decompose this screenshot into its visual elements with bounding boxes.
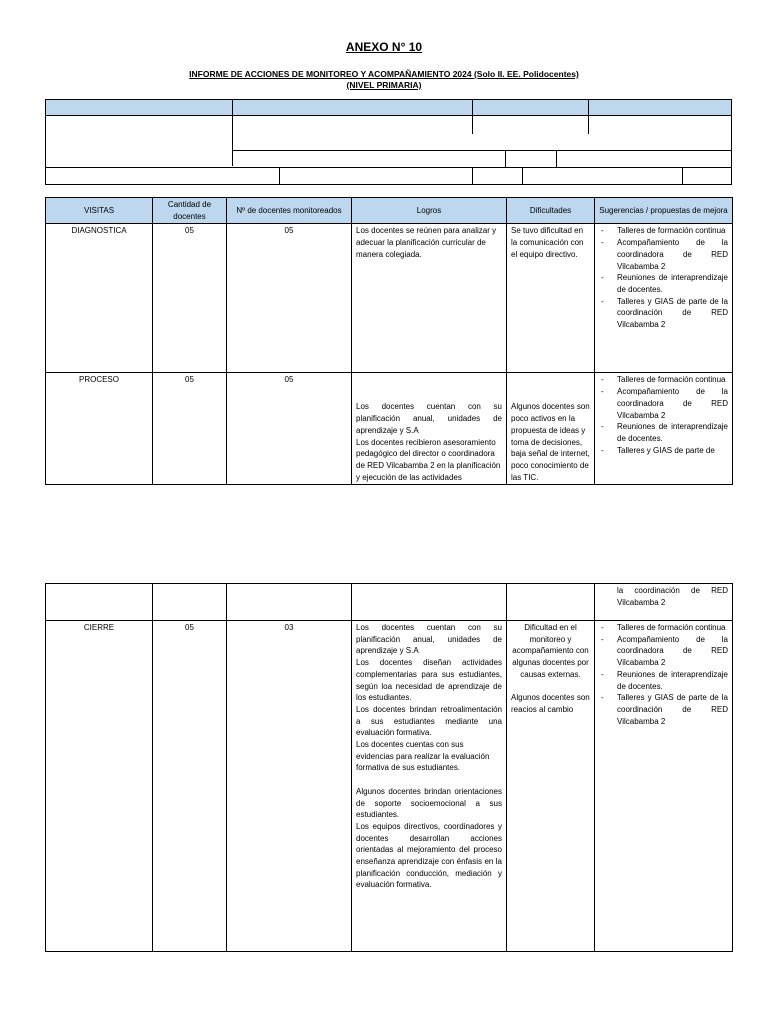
visita-cell: CIERRE bbox=[46, 621, 153, 952]
dificultades-cell bbox=[507, 621, 595, 952]
monitoreados-cell: 03 bbox=[227, 621, 352, 952]
subtitle-line-1: INFORME DE ACCIONES DE MONITOREO Y ACOMPAÑAMIENTO 2024 (Solo II. EE. Polidocentes) bbox=[189, 69, 579, 79]
sugerencias-cell bbox=[595, 621, 733, 952]
table-row bbox=[46, 373, 733, 485]
list-item: - Talleres de formación continua bbox=[599, 374, 728, 386]
dificultades-cell bbox=[507, 224, 595, 373]
col-header-cantidad: Cantidad de docentes bbox=[153, 198, 227, 224]
dificultad-text: Algunos docentes son poco activos en la propuesta de ideas y toma de decisiones, baja señal de internet, poco conocimiento de las TIC. bbox=[511, 402, 590, 482]
logro-text: Los docentes brindan retroalimentación a sus estudiantes mediante una evaluación formativa. bbox=[356, 704, 502, 738]
col-header-visitas: VISITAS bbox=[46, 198, 153, 224]
paragraph-gap bbox=[511, 681, 590, 693]
monitoreados-cell: 05 bbox=[227, 373, 352, 485]
dificultades-cell bbox=[507, 584, 595, 621]
cantidad-cell: 05 bbox=[153, 224, 227, 373]
logro-text: Los docentes cuentan con su planificación anual, unidades de aprendizaje y S.A bbox=[356, 623, 502, 656]
list-item: - Reuniones de interaprendizaje de docentes. bbox=[599, 669, 728, 692]
list-item: - Reuniones de interaprendizaje de docentes. bbox=[599, 421, 728, 444]
info-divider bbox=[556, 150, 557, 167]
list-item: - Talleres y GIAS de parte de la coordinación de RED Vilcabamba 2 bbox=[599, 692, 728, 727]
logro-text: Algunos docentes brindan orientaciones de soporte socioemocional a sus estudiantes. bbox=[356, 786, 502, 820]
info-divider bbox=[472, 167, 473, 185]
logro-text: Los equipos directivos, coordinadores y docentes desarrollan acciones orientadas al mejoramiento del proceso enseñanza aprendizaje con énfasis en la planificación conducción, mediación y evaluación formativa. bbox=[356, 821, 502, 890]
info-divider bbox=[682, 167, 683, 185]
col-header-dificultades: Dificultades bbox=[507, 198, 595, 224]
cantidad-cell: 05 bbox=[153, 621, 227, 952]
info-divider bbox=[279, 167, 280, 185]
sugerencias-list bbox=[599, 622, 728, 727]
list-item: - Reuniones de interaprendizaje de docentes. bbox=[599, 272, 728, 295]
sugerencias-cell bbox=[595, 373, 733, 485]
col-header-sugerencias: Sugerencias / propuestas de mejora bbox=[595, 198, 733, 224]
list-item: - Acompañamiento de la coordinadora de RED Vilcabamba 2 bbox=[599, 634, 728, 669]
paragraph-gap bbox=[356, 774, 502, 786]
info-divider bbox=[505, 150, 506, 167]
sugerencias-cell bbox=[595, 224, 733, 373]
logro-text: Los docentes diseñan actividades complementarias para sus estudiantes, según loa necesidad de aprendizaje de los estudiantes. bbox=[356, 658, 502, 703]
monitoring-table bbox=[45, 197, 733, 485]
subtitle-line-2: (NIVEL PRIMARIA) bbox=[346, 80, 422, 90]
dificultad-text: Algunos docentes son reacios al cambio bbox=[511, 693, 590, 714]
logros-cell bbox=[352, 584, 507, 621]
monitoreados-cell bbox=[227, 584, 352, 621]
info-header-bar bbox=[45, 99, 732, 116]
sugerencias-cell bbox=[595, 584, 733, 621]
visita-cell bbox=[46, 584, 153, 621]
cantidad-cell: 05 bbox=[153, 373, 227, 485]
logros-cell bbox=[352, 373, 507, 485]
logro-text: Los docentes cuentas con sus evidencias para realizar la evaluación formativa de sus estudiantes. bbox=[356, 740, 490, 773]
sugerencia-continuation: la coordinación de RED Vilcabamba 2 bbox=[617, 586, 728, 607]
info-row-line bbox=[45, 167, 732, 168]
logro-text: Los docentes se reúnen para analizar y adecuar la planificación curricular de manera colegiada. bbox=[356, 226, 497, 259]
cantidad-cell bbox=[153, 584, 227, 621]
col-header-monitoreados: Nº de docentes monitoreados bbox=[227, 198, 352, 224]
logros-cell bbox=[352, 224, 507, 373]
logro-text: Los docentes cuentan con su planificación anual, unidades de aprendizaje y S.A bbox=[356, 402, 502, 435]
list-item: - Talleres de formación continua bbox=[599, 622, 728, 634]
col-header-logros: Logros bbox=[352, 198, 507, 224]
dificultades-cell bbox=[507, 373, 595, 485]
list-item: - Talleres y GIAS de parte de la coordinación de RED Vilcabamba 2 bbox=[599, 296, 728, 331]
table-row-continuation bbox=[46, 584, 733, 621]
dificultad-text: Dificultad en el monitoreo y acompañamiento con algunas docentes por causas externas. bbox=[512, 623, 589, 679]
visita-cell: DIAGNOSTICA bbox=[46, 224, 153, 373]
monitoreados-cell: 05 bbox=[227, 224, 352, 373]
list-item: - Acompañamiento de la coordinadora de RED Vilcabamba 2 bbox=[599, 237, 728, 272]
visita-cell: PROCESO bbox=[46, 373, 153, 485]
info-row-line bbox=[232, 150, 732, 151]
logro-text: Los docentes recibieron asesoramiento pedagógico del director o coordinadora de RED Vilcabamba 2 en la planificación y ejecución de las actividades bbox=[356, 437, 501, 482]
monitoring-table-continued bbox=[45, 583, 733, 952]
sugerencias-list bbox=[599, 374, 728, 456]
table-row bbox=[46, 224, 733, 373]
dificultad-text: Se tuvo dificultad en la comunicación con el equipo directivo. bbox=[511, 226, 584, 259]
logros-cell bbox=[352, 621, 507, 952]
list-item: - Talleres de formación continua bbox=[599, 225, 728, 237]
page-title: ANEXO N° 10 bbox=[345, 40, 423, 54]
sugerencias-list bbox=[599, 225, 728, 330]
report-subtitle bbox=[0, 69, 768, 91]
table-row bbox=[46, 621, 733, 952]
table-header-row bbox=[46, 198, 733, 224]
list-item: - Acompañamiento de la coordinadora de RED Vilcabamba 2 bbox=[599, 386, 728, 421]
info-divider bbox=[522, 167, 523, 185]
list-item: - Talleres y GIAS de parte de bbox=[599, 445, 728, 457]
